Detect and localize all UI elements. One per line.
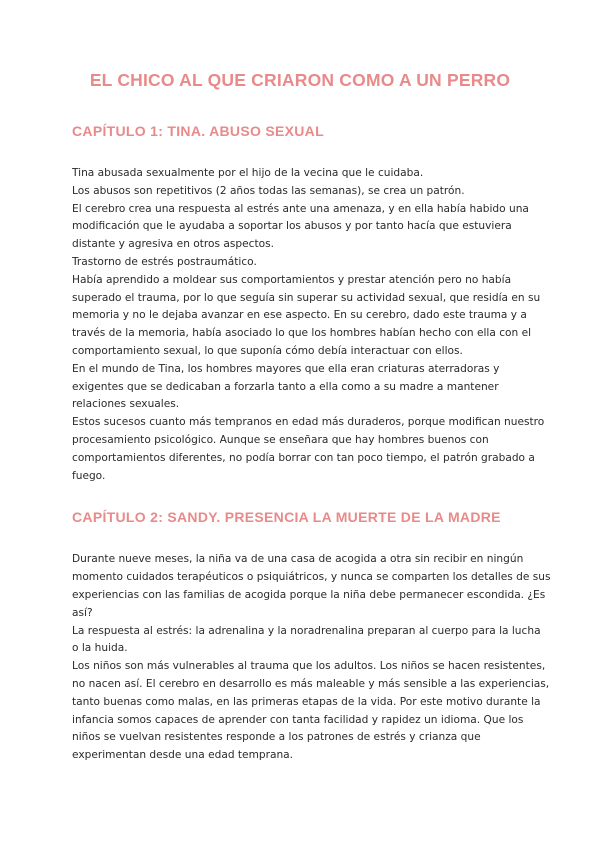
paragraph-line: Tina abusada sexualmente por el hijo de la vecina que le cuidaba. <box>72 167 424 179</box>
paragraph-line: distante y agresiva en otros aspectos. <box>72 238 274 251</box>
chapter-1 <box>72 123 545 485</box>
paragraph-line: La respuesta al estrés: la adrenalina y la noradrenalina preparan al cuerpo para la lucha <box>72 624 541 637</box>
paragraph-line: comportamientos diferentes, no podía borrar con tan poco tiempo, el patrón grabado a <box>72 451 535 464</box>
paragraph-line: memoria y no le dejaba avanzar en ese aspecto. En su cerebro, dado este trauma y a <box>72 309 527 322</box>
paragraph-line: momento cuidados terapéuticos o psiquiátricos, y nunca se comparten los detalles de sus <box>72 571 551 584</box>
paragraph-line: no nacen así. El cerebro en desarrollo es más maleable y más sensible a las experiencias, <box>72 677 550 690</box>
paragraph-line: través de la memoria, había asociado lo que los hombres habían hecho con ella con el <box>72 327 532 340</box>
chapter-1-body <box>72 165 545 485</box>
paragraph-line: niños se vuelvan resistentes responde a los patrones de estrés y crianza que <box>72 731 481 744</box>
paragraph-line: Los niños son más vulnerables al trauma que los adultos. Los niños se hacen resistentes, <box>72 660 546 673</box>
paragraph-line: El cerebro crea una respuesta al estrés ante una amenaza, y en ella había habido una <box>72 202 529 215</box>
paragraph-line: así? <box>72 606 93 619</box>
paragraph-line: experimentan desde una edad temprana. <box>72 749 294 762</box>
chapter-1-title: CAPÍTULO 1: TINA. ABUSO SEXUAL <box>72 123 324 139</box>
paragraph-line: Durante nueve meses, la niña va de una casa de acogida a otra sin recibir en ningún <box>72 553 524 566</box>
document-title: EL CHICO AL QUE CRIARON COMO A UN PERRO <box>89 70 511 90</box>
chapter-2-title: CAPÍTULO 2: SANDY. PRESENCIA LA MUERTE DE LA MADRE <box>72 509 501 526</box>
paragraph-line: Los abusos son repetitivos (2 años todas las semanas), se crea un patrón. <box>72 184 465 197</box>
paragraph-line: exigentes que se dedicaban a forzarla tanto a ella como a su madre a mantener <box>72 380 499 393</box>
paragraph-line: procesamiento psicológico. Aunque se enseñara que hay hombres buenos con <box>72 433 489 446</box>
paragraph-line: infancia somos capaces de aprender con tanta facilidad y rapidez un idioma. Que los <box>72 713 524 726</box>
paragraph-line: superado el trauma, por lo que seguía sin superar su actividad sexual, que residía en su <box>72 291 541 304</box>
paragraph-line: modificación que le ayudaba a soportar los abusos y por tanto hacía que estuviera <box>72 220 512 233</box>
paragraph-line: comportamiento sexual, lo que suponía cómo debía interactuar con ellos. <box>72 344 463 357</box>
chapter-2 <box>72 509 551 765</box>
paragraph-line: En el mundo de Tina, los hombres mayores que ella eran criaturas aterradoras y <box>72 362 500 375</box>
paragraph-line: Había aprendido a moldear sus comportamientos y prestar atención pero no había <box>72 273 512 286</box>
paragraph-line: relaciones sexuales. <box>72 398 180 411</box>
paragraph-line: fuego. <box>72 469 106 482</box>
paragraph-line: tanto buenas como malas, en las primeras etapas de la vida. Por este motivo durante la <box>72 695 541 708</box>
paragraph-line: experiencias con las familias de acogida porque la niña debe permanecer escondida. ¿Es <box>72 588 546 601</box>
chapter-2-body <box>72 551 551 765</box>
paragraph-line: o la huida. <box>72 642 128 655</box>
paragraph-line: Estos sucesos cuanto más tempranos en edad más duraderos, porque modifican nuestro <box>72 416 545 429</box>
paragraph-line: Trastorno de estrés postraumático. <box>72 255 257 268</box>
